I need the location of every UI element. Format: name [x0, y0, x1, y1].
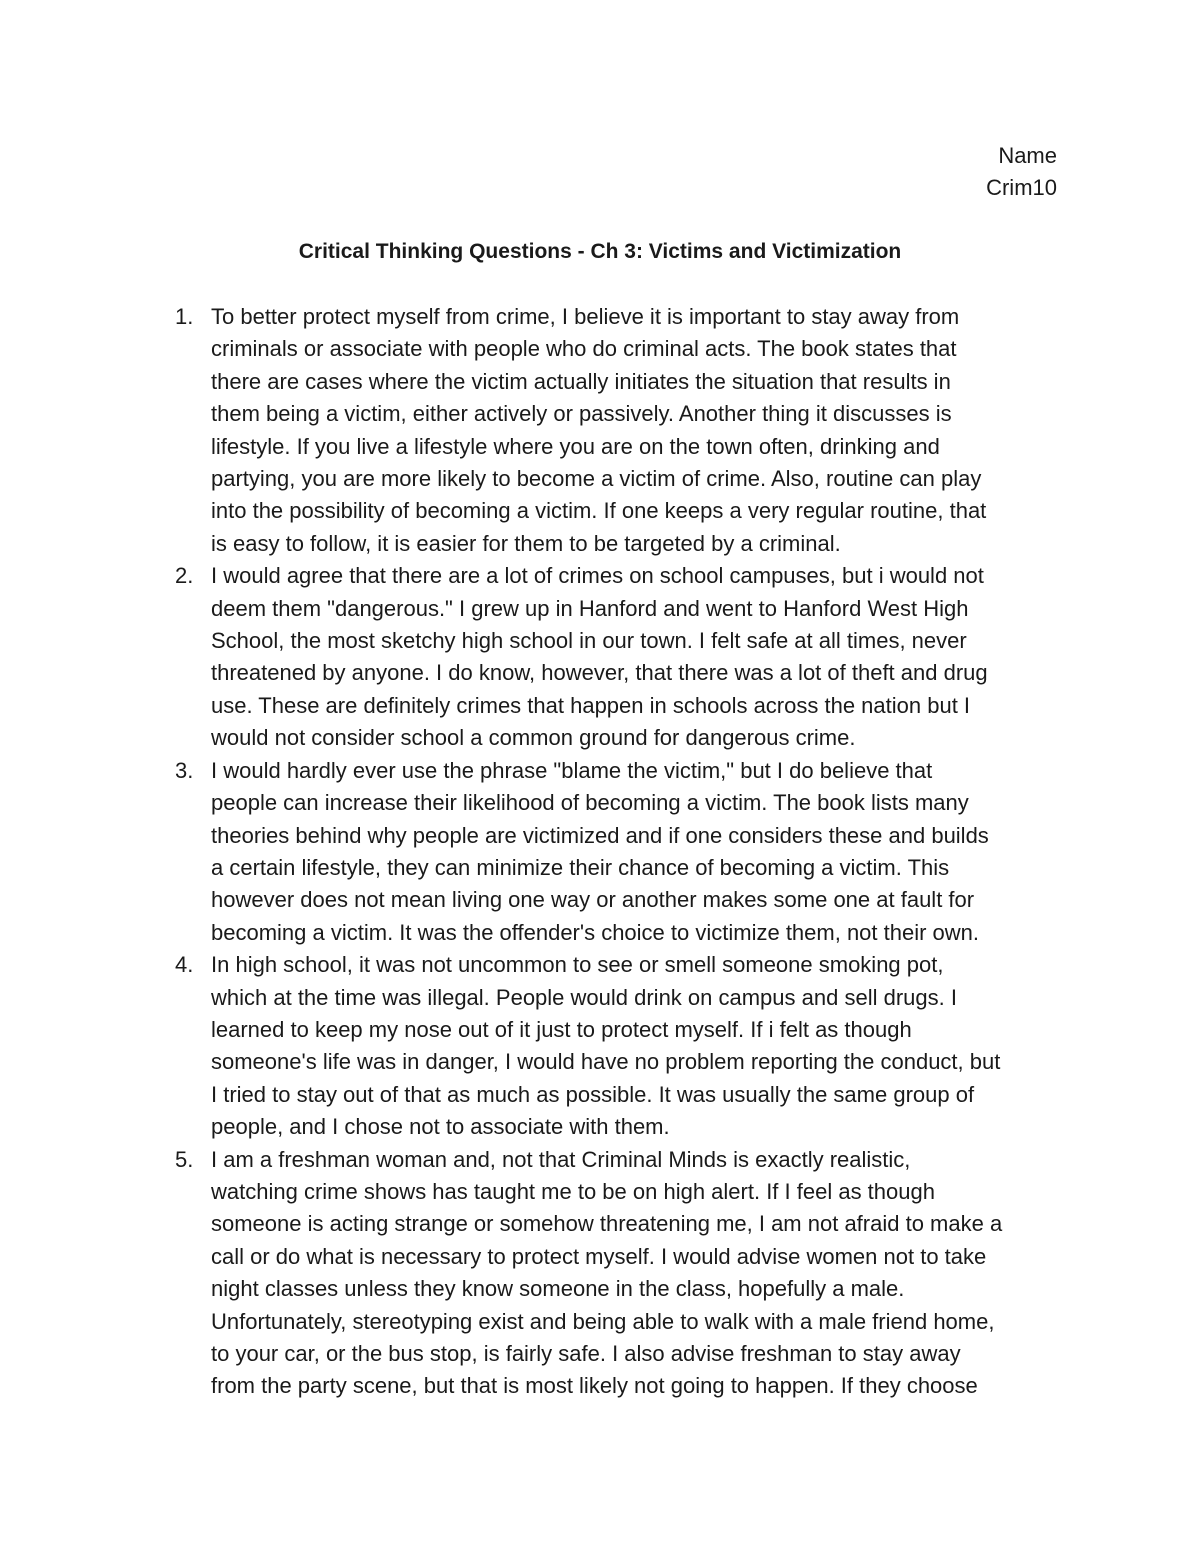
- answer-text-line: however does not mean living one way or another makes some one at fault for: [211, 887, 975, 913]
- answer-number: 4.: [175, 952, 194, 978]
- answer-text-line: threatened by anyone. I do know, however, that there was a lot of theft and drug: [211, 660, 988, 686]
- answer-number: 2.: [175, 563, 194, 589]
- answer-item: [150, 949, 1060, 1143]
- answer-text-line: people can increase their likelihood of becoming a victim. The book lists many: [211, 790, 969, 816]
- answer-text-line: them being a victim, either actively or passively. Another thing it discusses is: [211, 401, 952, 427]
- header-block: [986, 140, 1057, 204]
- answer-text-line: night classes unless they know someone in the class, hopefully a male.: [211, 1276, 905, 1302]
- answer-text-line: which at the time was illegal. People would drink on campus and sell drugs. I: [211, 984, 957, 1010]
- answer-list: [150, 301, 1060, 1403]
- answer-text-line: people, and I chose not to associate with them.: [211, 1114, 670, 1140]
- answer-item: [150, 301, 1060, 560]
- answer-text-line: use. These are definitely crimes that happen in schools across the nation but I: [211, 692, 971, 718]
- answer-text-line: a certain lifestyle, they can minimize their chance of becoming a victim. This: [211, 854, 950, 880]
- answer-text-line: from the party scene, but that is most likely not going to happen. If they choose: [211, 1373, 978, 1399]
- answer-text-line: deem them "dangerous." I grew up in Hanford and went to Hanford West High: [211, 595, 969, 621]
- answer-text-line: call or do what is necessary to protect myself. I would advise women not to take: [211, 1243, 987, 1269]
- answer-item: [150, 560, 1060, 754]
- answer-text-line: School, the most sketchy high school in our town. I felt safe at all times, never: [211, 628, 967, 654]
- answer-text-line: learned to keep my nose out of it just to protect myself. If i felt as though: [211, 1016, 912, 1042]
- answer-item: [150, 1144, 1060, 1403]
- answer-text-line: someone is acting strange or somehow threatening me, I am not afraid to make a: [211, 1211, 1003, 1237]
- answer-text-line: I would hardly ever use the phrase "blame the victim," but I do believe that: [211, 757, 933, 783]
- answer-number: 1.: [175, 304, 194, 329]
- answer-text-line: someone's life was in danger, I would have no problem reporting the conduct, but: [211, 1049, 1001, 1075]
- answer-text-line: I tried to stay out of that as much as possible. It was usually the same group of: [211, 1081, 975, 1107]
- answer-text-line: criminals or associate with people who do criminal acts. The book states that: [211, 336, 957, 362]
- answer-text-line: watching crime shows has taught me to be on high alert. If I feel as though: [211, 1178, 935, 1204]
- answer-text-line: In high school, it was not uncommon to see or smell someone smoking pot,: [211, 952, 944, 978]
- answer-text-line: would not consider school a common ground for dangerous crime.: [211, 725, 856, 751]
- answer-number: 5.: [175, 1146, 194, 1172]
- answer-text-line: into the possibility of becoming a victim. If one keeps a very regular routine, that: [211, 498, 987, 524]
- answer-text-line: I would agree that there are a lot of crimes on school campuses, but i would not: [211, 563, 984, 589]
- answer-text-line: partying, you are more likely to become a victim of crime. Also, routine can play: [211, 466, 982, 492]
- answer-text-line: To better protect myself from crime, I believe it is important to stay away from: [211, 304, 960, 329]
- document-title: Critical Thinking Questions - Ch 3: Victims and Victimization: [298, 240, 902, 263]
- answer-text-line: becoming a victim. It was the offender's choice to victimize them, not their own.: [211, 919, 980, 945]
- answer-text-line: there are cases where the victim actually initiates the situation that results in: [211, 368, 951, 394]
- answer-item: [150, 755, 1060, 949]
- answer-number: 3.: [175, 757, 194, 783]
- answer-text-line: to your car, or the bus stop, is fairly safe. I also advise freshman to stay away: [211, 1341, 961, 1366]
- student-name: Name: [998, 143, 1057, 168]
- course-code: Crim10: [986, 175, 1057, 200]
- answer-text-line: I am a freshman woman and, not that Criminal Minds is exactly realistic,: [211, 1146, 911, 1172]
- answer-text-line: Unfortunately, stereotyping exist and being able to walk with a male friend home,: [211, 1308, 995, 1334]
- answer-text-line: lifestyle. If you live a lifestyle where you are on the town often, drinking and: [211, 433, 940, 459]
- answer-text-line: is easy to follow, it is easier for them to be targeted by a criminal.: [211, 530, 841, 556]
- answer-text-line: theories behind why people are victimized and if one considers these and builds: [211, 822, 989, 848]
